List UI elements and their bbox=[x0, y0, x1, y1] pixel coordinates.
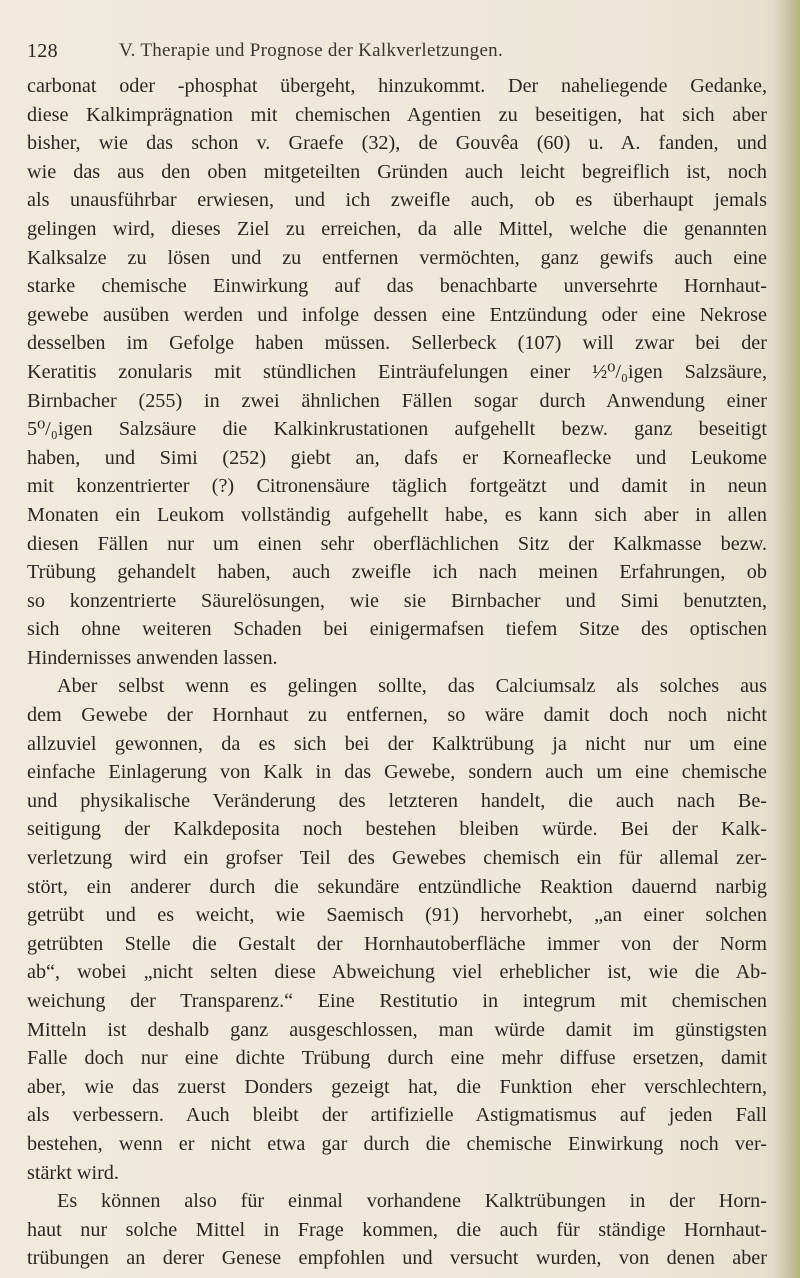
text-line: aber, wie das zuerst Donders gezeigt hat, die Funktion eher verschlechtern, bbox=[27, 1075, 767, 1098]
text-line: allzuviel gewonnen, da es sich bei der Kalktrübung ja nicht nur um eine bbox=[27, 732, 767, 755]
text-line: Hindernisses anwenden lassen. bbox=[27, 646, 278, 669]
text-line: Falle doch nur eine dichte Trübung durch eine mehr diffuse ersetzen, damit bbox=[27, 1047, 767, 1070]
text-line: Aber selbst wenn es gelingen sollte, das Calciumsalz als solches aus bbox=[57, 675, 767, 698]
text-line: mit konzentrierter (?) Citronensäure täglich fortgeätzt und damit in neun bbox=[27, 475, 767, 498]
text-line: gelingen wird, dieses Ziel zu erreichen, da alle Mittel, welche die genannten bbox=[27, 217, 767, 240]
text-line: Trübung gehandelt haben, auch zweifle ich nach meinen Erfahrungen, ob bbox=[27, 561, 767, 584]
text-line: diesen Fällen nur um einen sehr oberflächlichen Sitz der Kalkmasse bezw. bbox=[27, 532, 767, 555]
text-line: einfache Einlagerung von Kalk in das Gewebe, sondern auch um eine chemische bbox=[27, 761, 767, 784]
text-line: stärkt wird. bbox=[27, 1161, 119, 1184]
text-line: haut nur solche Mittel in Frage kommen, die auch für ständige Hornhaut- bbox=[27, 1218, 767, 1241]
text-line: haben, und Simi (252) giebt an, dafs er Korneaflecke und Leukome bbox=[27, 446, 767, 469]
text-line: bestehen, wenn er nicht etwa gar durch die chemische Einwirkung noch ver- bbox=[27, 1132, 767, 1155]
text-line: 5⁰/₀igen Salzsäure die Kalkinkrustationen aufgehellt bezw. ganz beseitigt bbox=[27, 418, 767, 441]
text-line: getrübt und es weicht, wie Saemisch (91) hervorhebt, „an einer solchen bbox=[27, 904, 767, 927]
page-header bbox=[27, 40, 787, 70]
text-line: Es können also für einmal vorhandene Kalktrübungen in der Horn- bbox=[57, 1190, 767, 1213]
text-line: und physikalische Veränderung des letzteren handelt, die auch nach Be- bbox=[27, 789, 767, 812]
text-line: stört, ein anderer durch die sekundäre entzündliche Reaktion dauernd narbig bbox=[27, 875, 767, 898]
page-edge-shadow bbox=[774, 0, 800, 1278]
text-line: desselben im Gefolge haben müssen. Sellerbeck (107) will zwar bei der bbox=[27, 332, 767, 355]
text-line: sich ohne weiteren Schaden bei einigermafsen tiefem Sitze des optischen bbox=[27, 618, 767, 641]
text-line: Birnbacher (255) in zwei ähnlichen Fällen sogar durch Anwendung einer bbox=[27, 389, 767, 412]
text-line: als verbessern. Auch bleibt der artifizielle Astigmatismus auf jeden Fall bbox=[27, 1104, 767, 1127]
text-line: carbonat oder -phosphat übergeht, hinzukommt. Der naheliegende Gedanke, bbox=[27, 75, 767, 97]
text-line: Mitteln ist deshalb ganz ausgeschlossen, man würde damit im günstigsten bbox=[27, 1018, 767, 1041]
text-line: Monaten ein Leukom vollständig aufgehellt habe, es kann sich aber in allen bbox=[27, 503, 767, 526]
text-line: wie das aus den oben mitgeteilten Gründen auch leicht begreiflich ist, noch bbox=[27, 160, 767, 183]
text-line: starke chemische Einwirkung auf das benachbarte unversehrte Hornhaut- bbox=[27, 275, 767, 298]
text-line: getrübten Stelle die Gestalt der Hornhautoberfläche immer von der Norm bbox=[27, 932, 767, 955]
text-line: ab“, wobei „nicht selten diese Abweichung viel erheblicher ist, wie die Ab- bbox=[27, 961, 767, 984]
text-line: seitigung der Kalkdeposita noch bestehen bleiben würde. Bei der Kalk- bbox=[27, 818, 767, 841]
text-line: so konzentrierte Säurelösungen, wie sie Birnbacher und Simi benutzten, bbox=[27, 589, 767, 612]
text-line: weichung der Transparenz.“ Eine Restitutio in integrum mit chemischen bbox=[27, 990, 767, 1012]
text-line: trübungen an derer Genese empfohlen und versucht wurden, von denen aber bbox=[27, 1247, 767, 1270]
text-line: dem Gewebe der Hornhaut zu entfernen, so wäre damit doch noch nicht bbox=[27, 704, 767, 727]
text-line: Keratitis zonularis mit stündlichen Einträufelungen einer ½⁰/₀igen Salzsäure, bbox=[27, 360, 767, 383]
text-line: Kalksalze zu lösen und zu entfernen vermöchten, ganz gewifs auch eine bbox=[27, 246, 767, 269]
text-line: verletzung wird ein grofser Teil des Gewebes chemisch ein für allemal zer- bbox=[27, 847, 767, 870]
text-line: diese Kalkimprägnation mit chemischen Agentien zu beseitigen, hat sich aber bbox=[27, 103, 767, 126]
text-line: bisher, wie das schon v. Graefe (32), de Gouvêa (60) u. A. fanden, und bbox=[27, 132, 767, 155]
text-line: als unausführbar erwiesen, und ich zweifle auch, ob es überhaupt jemals bbox=[27, 189, 767, 212]
text-line: gewebe ausüben werden und infolge dessen eine Entzündung oder eine Nekrose bbox=[27, 303, 767, 326]
page-number: 128 bbox=[27, 40, 58, 62]
running-title: V. Therapie und Prognose der Kalkverletzungen. bbox=[119, 40, 504, 61]
body-text bbox=[27, 72, 767, 1273]
